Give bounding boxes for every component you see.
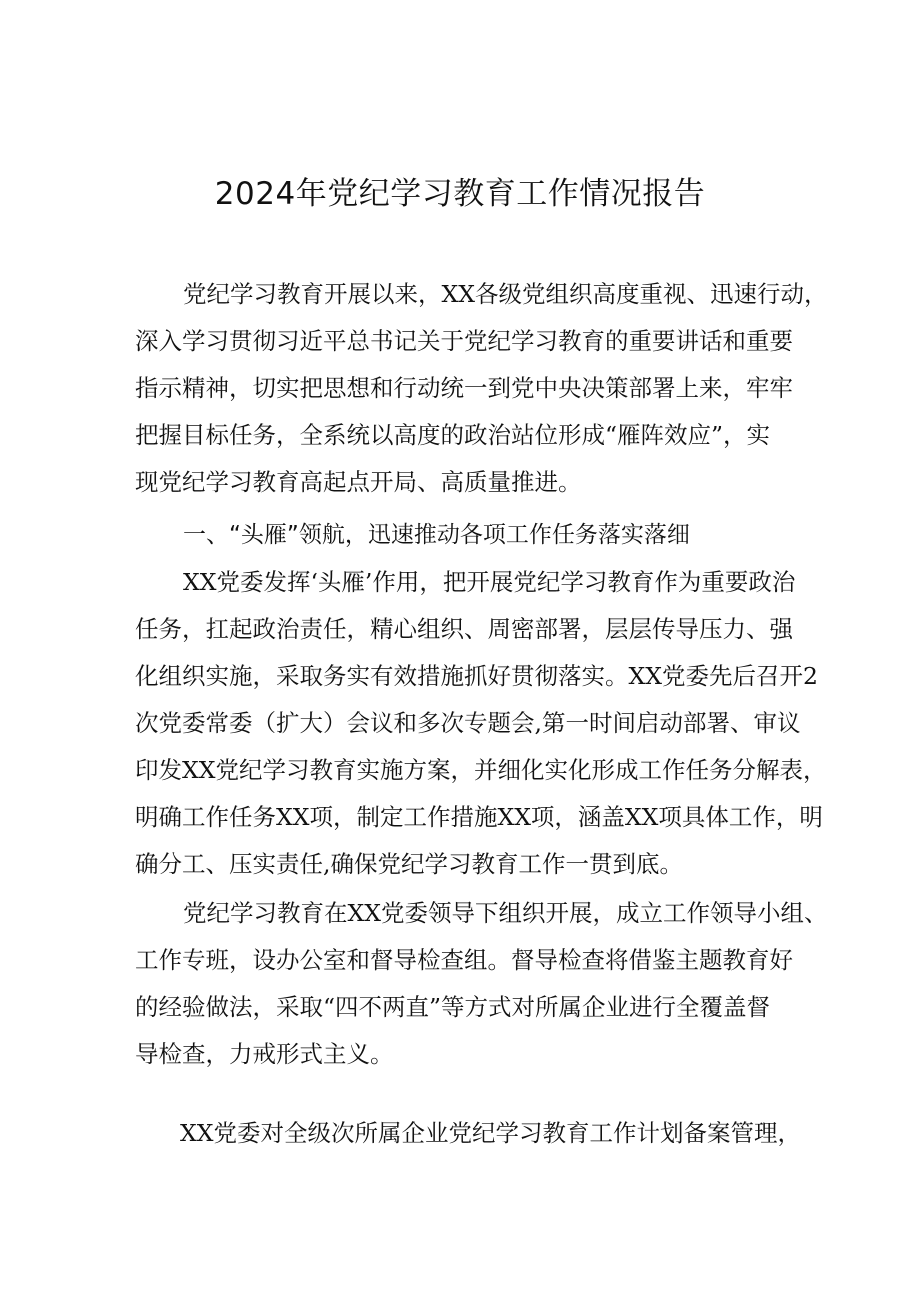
paragraph-2-line: XX党委发挥‘头雁’作用，把开展党纪学习教育作为重要政治 — [183, 568, 796, 596]
paragraph-2-line: 明确工作任务XX项，制定工作措施XX项，涵盖XX项具体工作，明 — [135, 803, 823, 831]
paragraph-2-line: 印发XX党纪学习教育实施方案，并细化实化形成工作任务分解表， — [135, 756, 827, 784]
paragraph-2-line: 确分工、压实责任,确保党纪学习教育工作一贯到底。 — [135, 850, 683, 878]
document-title: 2024年党纪学习教育工作情况报告 — [214, 176, 706, 212]
paragraph-3-line: 的经验做法，采取“四不两直”等方式对所属企业进行全覆盖督 — [135, 993, 771, 1021]
paragraph-3-line: 导检查，力戒形式主义。 — [135, 1040, 394, 1068]
paragraph-3-line: 党纪学习教育在XX党委领导下组织开展，成立工作领导小组、 — [183, 899, 828, 927]
paragraph-1-line: 深入学习贯彻习近平总书记关于党纪学习教育的重要讲话和重要 — [135, 327, 793, 355]
paragraph-4-line: XX党委对全级次所属企业党纪学习教育工作计划备案管理， — [180, 1119, 801, 1147]
paragraph-1-line: 现党纪学习教育高起点开局、高质量推进。 — [135, 468, 582, 496]
paragraph-1-line: 党纪学习教育开展以来，XX各级党组织高度重视、迅速行动， — [183, 280, 828, 308]
paragraph-1-line: 把握目标任务，全系统以高度的政治站位形成“雁阵效应”，实 — [135, 421, 771, 449]
paragraph-2-line: 化组织实施，采取务实有效措施抓好贯彻落实。XX党委先后召开2 — [135, 662, 818, 690]
paragraph-3-line: 工作专班，设办公室和督导检查组。督导检查将借鉴主题教育好 — [135, 946, 793, 974]
paragraph-2-line: 次党委常委（扩大）会议和多次专题会,第一时间启动部署、审议 — [135, 709, 801, 737]
paragraph-2-line: 任务，扛起政治责任，精心组织、周密部署，层层传导压力、强 — [135, 615, 793, 643]
paragraph-1-line: 指示精神，切实把思想和行动统一到党中央决策部署上来，牢牢 — [135, 374, 793, 402]
section-1-heading: 一、“头雁”领航，迅速推动各项工作任务落实落细 — [183, 522, 690, 548]
